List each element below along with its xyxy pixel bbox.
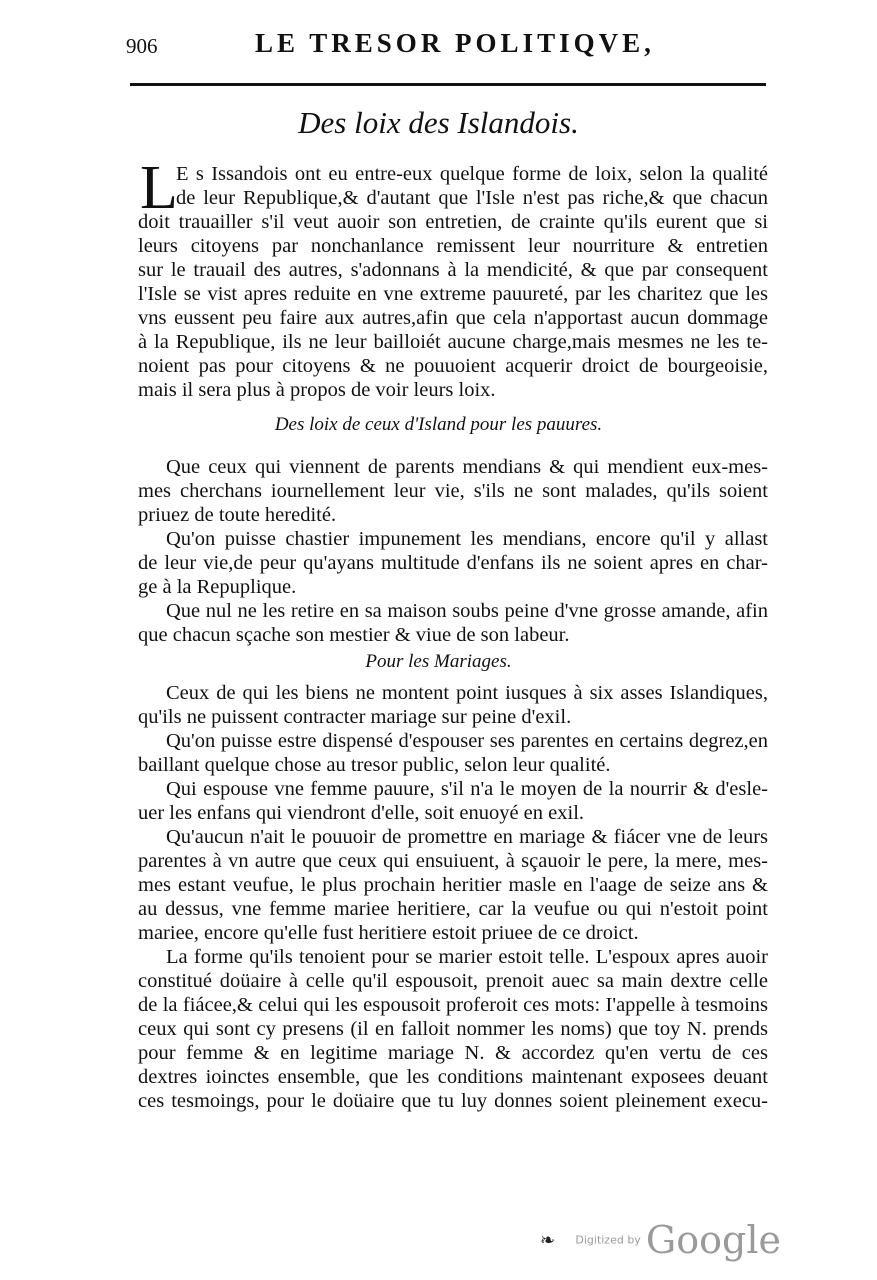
text-line: Qu'on puisse chastier impunement les mendians, encore qu'il y allast (166, 528, 768, 550)
text-line: l'Isle se vist apres reduite en vne extreme pauureté, par les charitez que les (138, 283, 768, 305)
text-line: noient pas pour citoyens & ne pouuoient acquerir droict de bourgeoisie, (138, 355, 768, 377)
text-line: ces tesmoings, pour le doüaire que tu luy donnes soient pleinement execu- (138, 1090, 768, 1112)
ornament-glyph: ❧ (540, 1230, 556, 1251)
text-line: ceux qui sont cy presens (il en falloit nommer les noms) que toy N. prends (138, 1018, 768, 1040)
google-logo: Google (645, 1218, 781, 1262)
text-line: E s Issandois ont eu entre-eux quelque forme de loix, selon la qualité (176, 163, 768, 185)
text-line: vns eussent peu faire aux autres,afin que cela n'apportast aucun dommage (138, 307, 768, 329)
text-line: à la Republique, ils ne leur bailloiét aucune charge,mais mesmes ne les te- (138, 331, 768, 353)
poor-laws-heading: Des loix de ceux d'Island pour les pauures. (274, 414, 603, 435)
drop-cap: L (140, 154, 178, 222)
page-number: 906 (126, 34, 158, 58)
text-line: uer les enfans qui viendront d'elle, soit enuoyé en exil. (138, 802, 585, 824)
text-line: constitué doüaire à celle qu'il espousoit, prenoit auec sa main dextre celle (138, 970, 768, 992)
intro-paragraph (138, 154, 768, 402)
text-line: Ceux de qui les biens ne montent point iusques à six asses Islandiques, (166, 682, 768, 704)
section-title: Des loix des Islandois. (298, 105, 579, 140)
text-line: mais il sera plus à propos de voir leurs loix. (138, 379, 496, 401)
text-line: Qu'aucun n'ait le pouuoir de promettre en mariage & fiácer vne de leurs (166, 826, 768, 848)
text-line: de leur Republique,& d'autant que l'Isle n'est pas riche,& que chacun (176, 187, 768, 209)
text-line: de la fiácee,& celui qui les espousoit proferoit ces mots: I'appelle à tesmoins (138, 994, 768, 1016)
text-line: mariee, encore qu'elle fust heritiere estoit priuee de ce droict. (138, 922, 639, 944)
digitized-watermark (575, 1218, 781, 1262)
text-line: que chacun sçache son mestier & viue de son labeur. (138, 624, 570, 646)
text-line: priuez de toute heredité. (138, 504, 337, 526)
text-line: Que ceux qui viennent de parents mendians & qui mendient eux-mes- (166, 456, 768, 478)
poor-laws-body (138, 455, 768, 647)
text-line: baillant quelque chose au tresor public, selon leur qualité. (138, 754, 611, 776)
text-line: Qui espouse vne femme pauure, s'il n'a le moyen de la nourrir & d'esle- (166, 778, 768, 800)
marriage-laws-body (138, 681, 768, 1113)
text-line: sur le trauail des autres, s'adonnans à la mendicité, & que par consequent (138, 259, 768, 281)
text-line: leurs citoyens par nonchanlance remissent leur nourriture & entretien (138, 235, 768, 257)
digitized-by-label: Digitized by (575, 1233, 641, 1247)
text-line: ge à la Repuplique. (138, 576, 297, 598)
running-title: LE TRESOR POLITIQVE, (255, 28, 655, 58)
text-line: Que nul ne les retire en sa maison soubs peine d'vne grosse amande, afin (166, 600, 768, 622)
text-line: au dessus, vne femme mariee heritiere, car la veufue ou qui n'estoit point (138, 898, 768, 920)
text-line: dextres ioinctes ensemble, que les conditions maintenant exposees deuant (138, 1066, 768, 1088)
text-line: de leur vie,de peur qu'ayans multitude d'enfans ils ne soient apres en char- (138, 552, 768, 574)
text-line: mes cherchans iournellement leur vie, s'ils ne sont malades, qu'ils soient (138, 480, 768, 502)
marriage-laws-heading: Pour les Mariages. (365, 651, 512, 672)
text-line: parentes à vn autre que ceux qui ensuiuent, à sçauoir le pere, la mere, mes- (138, 850, 768, 872)
text-line: doit trauailler s'il veut auoir son entretien, de crainte qu'ils eurent que si (138, 211, 768, 233)
header-rule (130, 83, 766, 86)
text-line: Qu'on puisse estre dispensé d'espouser ses parentes en certains degrez,en (166, 730, 768, 752)
text-line: mes estant veufue, le plus prochain heritier masle en l'aage de seize ans & (138, 874, 768, 896)
text-line: qu'ils ne puissent contracter mariage sur peine d'exil. (138, 706, 572, 728)
text-line: pour femme & en legitime mariage N. & accordez qu'en vertu de ces (138, 1042, 768, 1064)
text-line: La forme qu'ils tenoient pour se marier estoit telle. L'espoux apres auoir (166, 946, 768, 968)
